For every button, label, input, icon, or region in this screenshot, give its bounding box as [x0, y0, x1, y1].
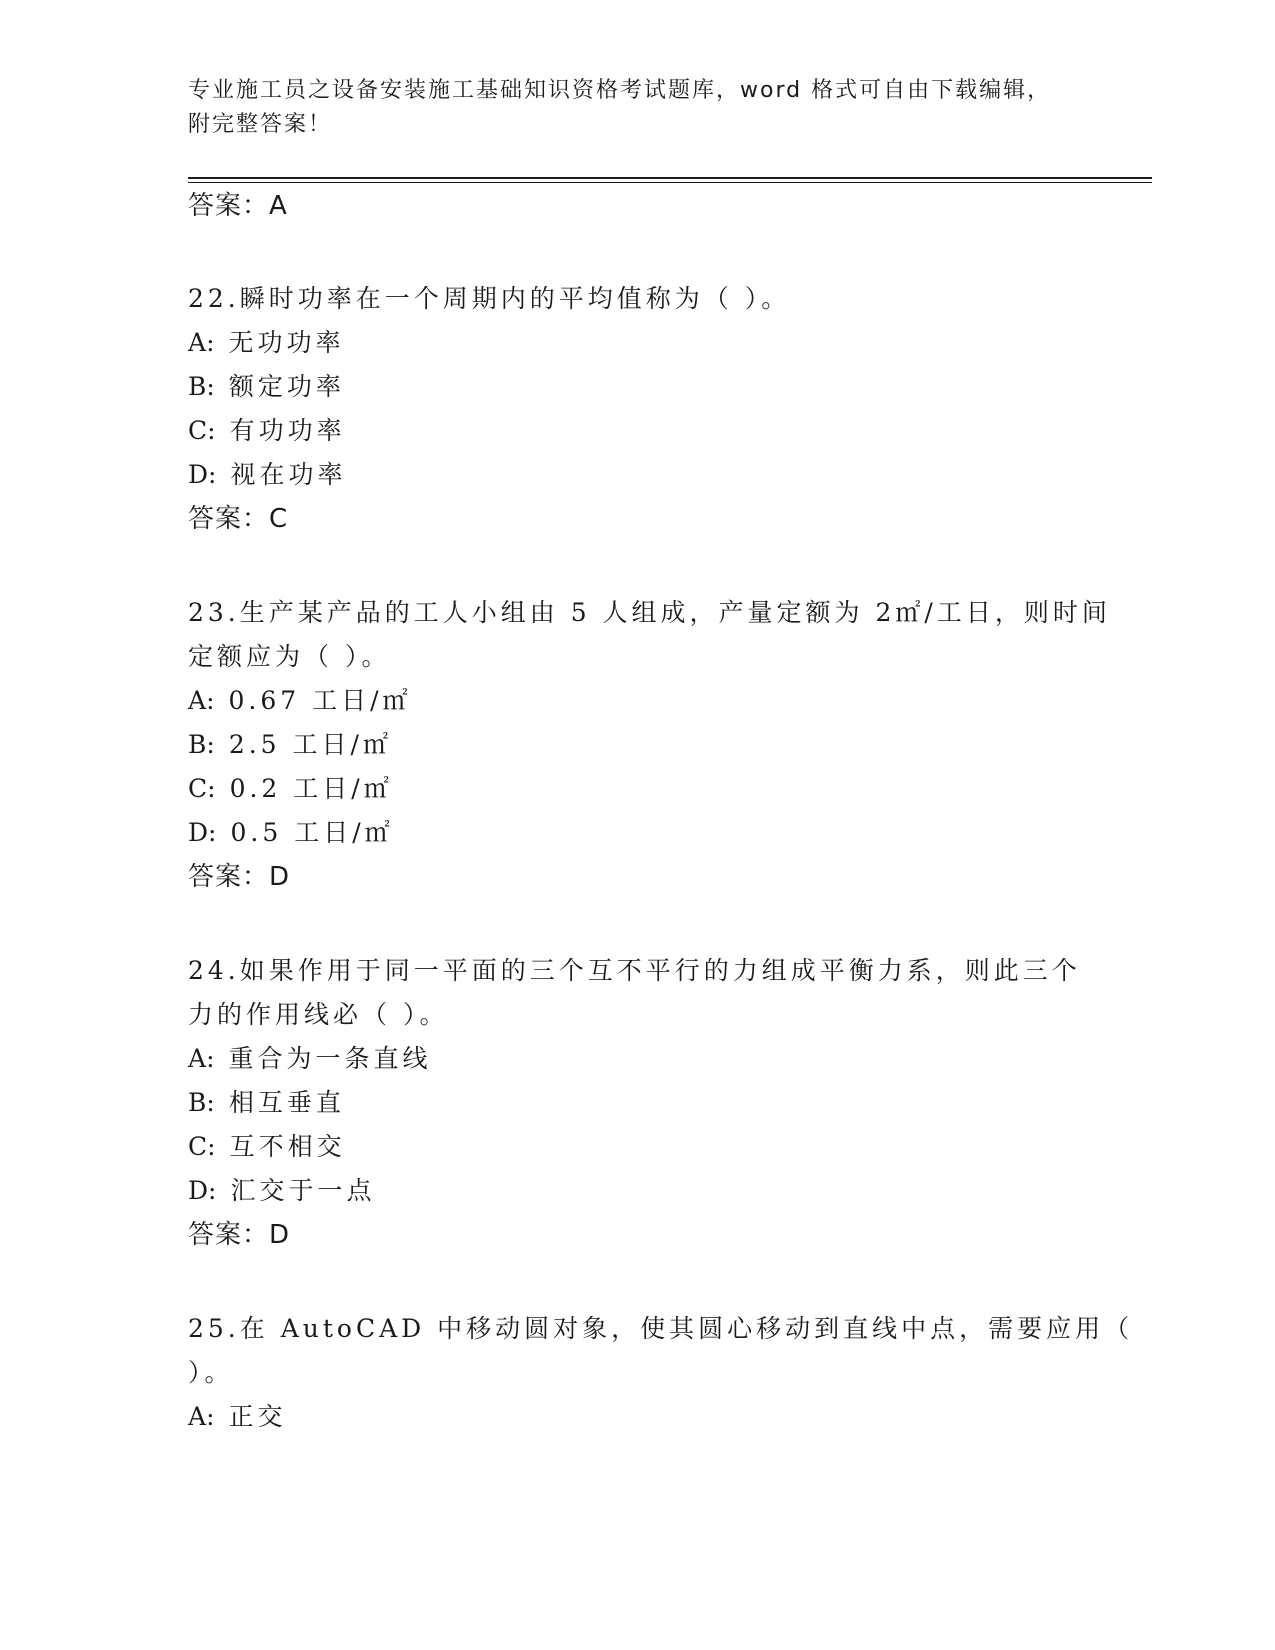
option-text: 无功功率 [228, 328, 345, 357]
question-23-option-d: D: 0.5 工日/㎡ [188, 818, 394, 847]
option-text: 0.5 工日/㎡ [230, 818, 394, 847]
option-text: 重合为一条直线 [228, 1044, 432, 1073]
question-22-text: 22.瞬时功率在一个周期内的平均值称为（ ）。 [188, 284, 791, 313]
option-text: 互不相交 [229, 1132, 346, 1161]
option-text: 额定功率 [228, 372, 345, 401]
option-letter: B [188, 1088, 207, 1117]
question-24-answer: 答案：D [188, 1220, 291, 1250]
question-25-text-line-2: ）。 [188, 1358, 234, 1387]
option-letter: B [188, 730, 207, 759]
answer-previous: 答案：A [188, 191, 288, 221]
header-rule-thin [188, 182, 1152, 183]
option-text: 汇交于一点 [230, 1176, 376, 1205]
option-letter: D [188, 460, 209, 489]
option-letter: C [188, 1132, 208, 1161]
option-letter: A [188, 686, 207, 715]
question-24-text-line-2: 力的作用线必（ ）。 [188, 1000, 449, 1029]
option-letter: B [188, 372, 207, 401]
question-25-option-a: A: 正交 [188, 1402, 287, 1431]
page-header [188, 74, 1068, 142]
question-24-option-b: B: 相互垂直 [188, 1088, 345, 1117]
option-text: 视在功率 [230, 460, 347, 489]
question-24-option-d: D: 汇交于一点 [188, 1176, 376, 1205]
option-text: 相互垂直 [228, 1088, 345, 1117]
option-letter: C [188, 416, 208, 445]
question-23-text-line-2: 定额应为（ ）。 [188, 642, 391, 671]
question-23-option-c: C: 0.2 工日/㎡ [188, 774, 393, 803]
question-24-text-line-1: 24.如果作用于同一平面的三个互不平行的力组成平衡力系，则此三个 [188, 956, 1081, 985]
question-23-text-line-1: 23.生产某产品的工人小组由 5 人组成，产量定额为 2㎡/工日，则时间 [188, 598, 1111, 627]
question-22-option-d: D: 视在功率 [188, 460, 347, 489]
question-24-option-a: A: 重合为一条直线 [188, 1044, 432, 1073]
question-22-option-b: B: 额定功率 [188, 372, 345, 401]
option-letter: D [188, 818, 209, 847]
option-text: 0.2 工日/㎡ [229, 774, 393, 803]
question-23-option-b: B: 2.5 工日/㎡ [188, 730, 392, 759]
question-24-option-c: C: 互不相交 [188, 1132, 346, 1161]
option-text: 2.5 工日/㎡ [228, 730, 392, 759]
option-letter: D [188, 1176, 209, 1205]
question-23-answer: 答案：D [188, 862, 291, 892]
question-22-answer: 答案：C [188, 504, 289, 534]
option-letter: A [188, 328, 207, 357]
question-22-option-a: A: 无功功率 [188, 328, 345, 357]
option-letter: A [188, 1044, 207, 1073]
option-text: 正交 [228, 1402, 287, 1431]
header-line-2: 附完整答案！ [188, 112, 333, 137]
header-rule-thick [188, 177, 1152, 179]
question-23-option-a: A: 0.67 工日/㎡ [188, 686, 412, 715]
header-line-1: 专业施工员之设备安装施工基础知识资格考试题库，word 格式可自由下载编辑， [188, 78, 1052, 103]
option-text: 0.67 工日/㎡ [228, 686, 412, 715]
option-letter: C [188, 774, 208, 803]
option-text: 有功功率 [229, 416, 346, 445]
question-25-text-line-1: 25.在 AutoCAD 中移动圆对象，使其圆心移动到直线中点，需要应用（ [188, 1314, 1134, 1343]
question-22-option-c: C: 有功功率 [188, 416, 346, 445]
option-letter: A [188, 1402, 207, 1431]
